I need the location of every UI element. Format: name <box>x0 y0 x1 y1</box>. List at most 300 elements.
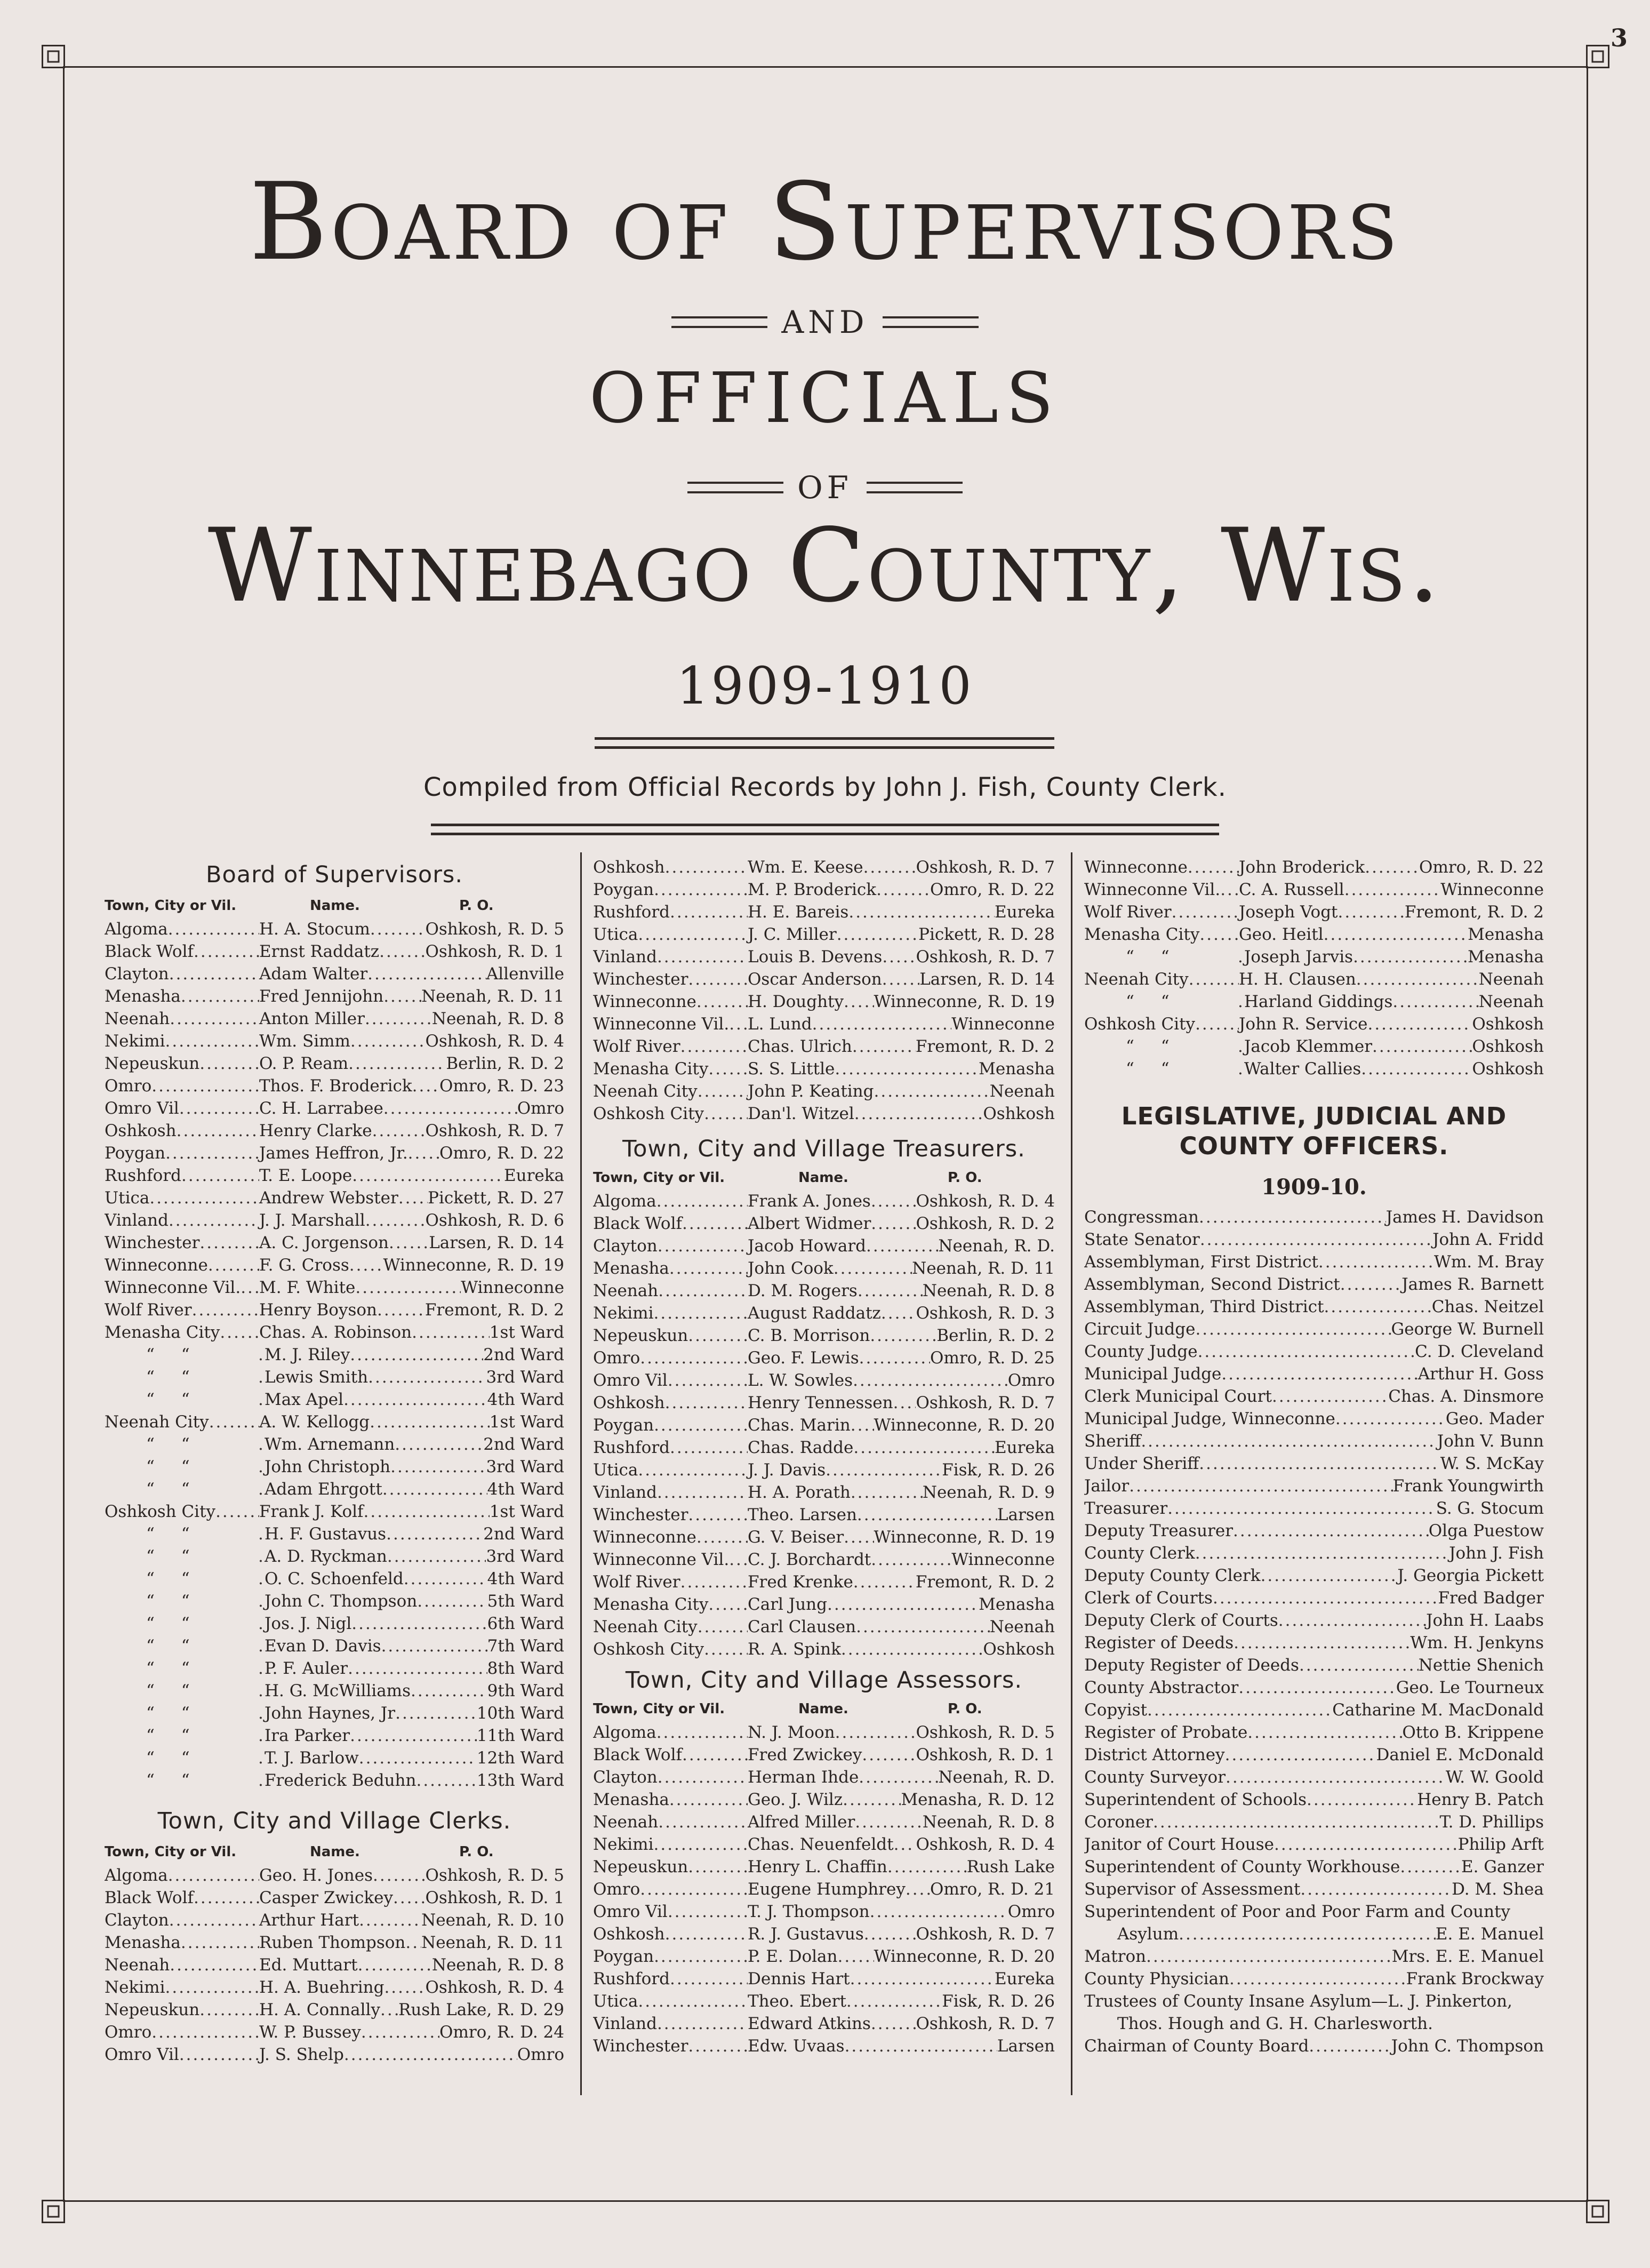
leader-dots <box>704 1103 748 1125</box>
person-name: Ed. Muttart <box>259 1955 358 1975</box>
town-name: Wolf River <box>593 1037 680 1056</box>
post-office: Omro <box>1007 1902 1055 1921</box>
leader-dots <box>241 1276 259 1299</box>
leader-dots <box>1238 991 1244 1013</box>
town-name: Winneconne Vil. <box>1084 880 1221 899</box>
post-office: 2nd Ward <box>483 1435 564 1454</box>
officers-heading-line2: COUNTY OFFICERS. <box>1179 1132 1449 1160</box>
leader-dots <box>411 1680 487 1702</box>
chairman-title: Chairman of County Board <box>1084 2037 1309 2056</box>
leader-dots <box>656 1721 748 1744</box>
list-row <box>105 1366 564 1388</box>
leader-dots <box>870 1900 1008 1923</box>
person-name: Andrew Webster <box>259 1188 398 1208</box>
leader-dots <box>638 1459 748 1481</box>
post-office: Oshkosh, R. D. 7 <box>916 1393 1055 1412</box>
leader-dots <box>841 1638 983 1660</box>
list-row <box>593 923 1055 946</box>
clerks-column-headers <box>105 1840 564 1864</box>
leader-dots <box>656 1190 748 1212</box>
post-office: Fremont, R. D. 2 <box>915 1037 1055 1056</box>
list-row <box>105 1769 564 1792</box>
person-name: Henry Clarke <box>259 1121 372 1140</box>
person-name: Geo. J. Wilz <box>748 1790 843 1809</box>
town-name: Winneconne <box>593 1528 696 1547</box>
leader-dots <box>658 1235 748 1257</box>
post-office: Winneconne <box>951 1015 1055 1034</box>
column-left <box>105 856 564 2066</box>
leader-dots <box>1220 879 1239 901</box>
town-name: Rushford <box>105 1166 181 1185</box>
list-row <box>1084 1676 1544 1699</box>
person-name: Jacob Klemmer <box>1244 1037 1373 1056</box>
post-office: Rush Lake, R. D. 29 <box>398 2000 564 2019</box>
office-title: Circuit Judge <box>1084 1320 1196 1339</box>
leader-dots <box>404 1568 487 1590</box>
leader-dots <box>837 923 918 946</box>
leader-dots <box>704 1638 748 1660</box>
leader-dots <box>417 1590 487 1612</box>
post-office: 2nd Ward <box>483 1524 564 1544</box>
leader-dots <box>151 2021 259 2043</box>
leader-dots <box>1299 1654 1419 1676</box>
list-row <box>593 1923 1055 1945</box>
leader-dots <box>856 1616 990 1638</box>
leader-dots <box>1338 901 1405 923</box>
leader-dots <box>377 1299 425 1321</box>
list-row <box>1084 1273 1544 1296</box>
leader-dots <box>1309 2035 1391 2057</box>
leader-dots <box>1353 946 1468 968</box>
list-row <box>1084 1228 1544 1251</box>
town-name: Nepeuskun <box>105 1054 200 1073</box>
post-office: Neenah, R. D. 8 <box>431 1009 564 1028</box>
leader-dots <box>151 1075 259 1097</box>
town-name: “ “ <box>146 1368 201 1387</box>
list-row <box>105 1344 564 1366</box>
town-name: Menasha City <box>593 1059 709 1079</box>
office-title: Deputy County Clerk <box>1084 1566 1261 1585</box>
person-name: Frank A. Jones <box>748 1192 871 1211</box>
leader-dots <box>258 1657 265 1680</box>
town-name: Winneconne <box>105 1256 208 1275</box>
leader-dots <box>881 1302 916 1324</box>
list-row <box>105 1724 564 1747</box>
post-office: Oshkosh, R. D. 6 <box>425 1211 564 1230</box>
officer-name: John V. Bunn <box>1437 1432 1544 1451</box>
officer-name: Otto B. Krippene <box>1402 1723 1544 1742</box>
list-row <box>1084 1878 1544 1900</box>
list-row <box>105 1999 564 2021</box>
officer-name: Geo. Le Tourneux <box>1396 1678 1544 1697</box>
leader-dots <box>1400 1856 1461 1878</box>
post-office: Berlin, R. D. 2 <box>936 1326 1055 1345</box>
person-name: Anton Miller <box>259 1009 365 1028</box>
leader-dots <box>858 1280 923 1302</box>
leader-dots <box>838 1945 874 1968</box>
list-row <box>593 1990 1055 2013</box>
leader-dots <box>680 1035 748 1058</box>
person-name: S. S. Little <box>748 1059 835 1079</box>
person-name: Ira Parker <box>265 1726 350 1745</box>
person-name: Walter Callies <box>1244 1059 1361 1079</box>
town-name: “ “ <box>146 1569 201 1588</box>
leader-dots <box>826 1459 942 1481</box>
leader-dots <box>168 1864 259 1887</box>
person-name: P. F. Auler <box>265 1659 348 1678</box>
post-office: Winneconne <box>461 1278 564 1297</box>
person-name: M. F. White <box>259 1278 356 1297</box>
officer-name: Olga Puestow <box>1428 1521 1544 1540</box>
officer-name: Geo. Mader <box>1445 1409 1544 1428</box>
leader-dots <box>258 1769 265 1792</box>
person-name: H. F. Gustavus <box>265 1524 387 1544</box>
list-row <box>105 1702 564 1724</box>
person-name: Fred Krenke <box>748 1572 853 1592</box>
office-title: District Attorney <box>1084 1745 1225 1764</box>
list-row <box>1084 1318 1544 1340</box>
person-name: H. A. Connally <box>259 2000 380 2019</box>
post-office: Omro, R. D. 22 <box>1419 858 1544 877</box>
leader-dots <box>844 991 874 1013</box>
person-name: T. J. Barlow <box>265 1748 359 1768</box>
list-row <box>105 1909 564 1931</box>
town-name: Clayton <box>593 1236 658 1256</box>
list-row <box>593 1811 1055 1833</box>
col-town-header: Town, City or Vil. <box>593 1701 725 1717</box>
leader-dots <box>844 1526 874 1548</box>
list-row <box>105 918 564 940</box>
leader-dots <box>870 1324 936 1347</box>
town-name: Vinland <box>593 947 657 967</box>
leader-dots <box>670 1968 748 1990</box>
post-office: Menasha <box>979 1595 1055 1614</box>
officer-name: E. Ganzer <box>1461 1857 1544 1876</box>
officer-name: J. Georgia Pickett <box>1397 1566 1544 1585</box>
person-name: Ernst Raddatz <box>259 942 380 961</box>
list-row <box>593 1593 1055 1616</box>
post-office: Neenah, R. D. <box>938 1768 1055 1787</box>
list-row <box>105 2043 564 2066</box>
post-office: 4th Ward <box>487 1390 564 1409</box>
leader-dots <box>846 1990 942 2013</box>
post-office: 1st Ward <box>489 1323 564 1342</box>
list-row <box>1084 1363 1544 1385</box>
post-office: Omro, R. D. 21 <box>930 1880 1055 1899</box>
town-name: Wolf River <box>593 1572 680 1592</box>
leader-dots <box>1365 856 1419 879</box>
person-name: O. P. Ream <box>259 1054 349 1073</box>
town-name: Omro <box>105 2023 152 2042</box>
person-name: Arthur Hart <box>259 1911 359 1930</box>
town-name: Neenah <box>105 1955 170 1975</box>
office-title: County Abstractor <box>1084 1678 1239 1697</box>
town-name: Winchester <box>105 1233 200 1252</box>
col-po-header: P. O. <box>948 1701 982 1717</box>
post-office: Oshkosh, R. D. 7 <box>916 858 1055 877</box>
list-row <box>105 1411 564 1433</box>
person-name: A. D. Ryckman <box>265 1547 387 1566</box>
town-name: “ “ <box>146 1457 201 1476</box>
post-office: Larsen, R. D. 14 <box>919 970 1055 989</box>
leader-dots <box>1199 1452 1440 1475</box>
person-name: Dan'l. Witzel <box>748 1104 854 1123</box>
list-row <box>593 1900 1055 1923</box>
leader-dots <box>384 1976 425 1999</box>
post-office: Oshkosh, R. D. 7 <box>425 1121 564 1140</box>
post-office: Winneconne, R. D. 20 <box>874 1416 1055 1435</box>
post-office: Oshkosh <box>1472 1037 1544 1056</box>
leader-dots <box>1274 1833 1458 1856</box>
leader-dots <box>835 1721 916 1744</box>
person-name: Edward Atkins <box>748 2014 871 2033</box>
post-office: Winneconne, R. D. 19 <box>874 992 1055 1011</box>
person-name: G. V. Beiser <box>748 1528 844 1547</box>
leader-dots <box>866 1235 938 1257</box>
supervisors-list <box>105 918 564 1792</box>
leader-dots <box>640 1878 748 1900</box>
town-name: Rushford <box>593 903 670 922</box>
leader-dots <box>258 1344 265 1366</box>
person-name: Frank J. Kolf <box>259 1502 364 1521</box>
page-number: 3 <box>1610 23 1628 52</box>
leader-dots <box>389 1232 429 1254</box>
list-row <box>593 1833 1055 1856</box>
post-office: 7th Ward <box>487 1636 564 1656</box>
town-name: Vinland <box>593 2014 657 2033</box>
leader-dots <box>379 940 425 963</box>
person-name: C. J. Borchardt <box>748 1550 871 1569</box>
list-row <box>1084 923 1544 946</box>
leader-dots <box>654 879 748 901</box>
office-title: Congressman <box>1084 1208 1199 1227</box>
leader-dots <box>416 1769 476 1792</box>
post-office: Oshkosh <box>1472 1015 1544 1034</box>
list-row <box>1084 1587 1544 1609</box>
office-title: County Surveyor <box>1084 1768 1226 1787</box>
officers-list <box>1084 1206 1544 1900</box>
list-row <box>1084 1542 1544 1564</box>
leader-dots <box>871 1548 951 1571</box>
leader-dots <box>853 1436 995 1459</box>
list-row <box>1084 1058 1544 1080</box>
town-name: Oshkosh <box>593 858 665 877</box>
leader-dots <box>412 1321 490 1344</box>
post-office: 13th Ward <box>476 1771 564 1790</box>
list-row <box>1084 991 1544 1013</box>
list-row <box>1084 1945 1544 1968</box>
person-name: Henry L. Chaffin <box>748 1857 887 1876</box>
post-office: Neenah, R. D. 8 <box>922 1281 1055 1300</box>
leader-dots <box>199 1232 259 1254</box>
leader-dots <box>708 1593 748 1616</box>
list-row <box>593 1945 1055 1968</box>
town-name: Omro Vil <box>593 1371 668 1390</box>
leader-dots <box>352 1164 504 1187</box>
post-office: Omro <box>517 2045 564 2064</box>
person-name: Herman Ihde <box>748 1768 859 1787</box>
list-row <box>105 1931 564 1954</box>
person-name: J. J. Davis <box>748 1460 826 1480</box>
list-row <box>593 1190 1055 1212</box>
list-row <box>105 1142 564 1164</box>
post-office: Menasha <box>1468 947 1544 967</box>
office-title: State Senator <box>1084 1230 1200 1249</box>
title-officials: OFFICIALS <box>589 357 1061 438</box>
office-title: Deputy Treasurer <box>1084 1521 1234 1540</box>
post-office: Oshkosh, R. D. 4 <box>916 1192 1055 1211</box>
leader-dots <box>194 1887 259 1909</box>
post-office: Larsen <box>997 1505 1055 1524</box>
leader-dots <box>1200 1228 1432 1251</box>
list-row <box>1084 968 1544 991</box>
list-row <box>105 1680 564 1702</box>
officer-name: George W. Burnell <box>1391 1320 1544 1339</box>
person-name: M. P. Broderick <box>748 880 877 899</box>
list-row <box>593 991 1055 1013</box>
officer-name: C. D. Cleveland <box>1415 1342 1544 1361</box>
rule-left <box>687 482 783 493</box>
post-office: Omro, R. D. 22 <box>930 880 1055 899</box>
poor-farm-row <box>1084 1923 1544 1945</box>
town-name: Omro Vil <box>593 1902 668 1921</box>
post-office: Fremont, R. D. 2 <box>915 1572 1055 1592</box>
list-row <box>1084 1251 1544 1273</box>
post-office: Oshkosh, R. D. 3 <box>916 1304 1055 1323</box>
officer-name: Arthur H. Goss <box>1417 1364 1544 1384</box>
leader-dots <box>370 1411 490 1433</box>
title-years: 1909-1910 <box>676 656 974 716</box>
post-office: 6th Ward <box>487 1614 564 1633</box>
leader-dots <box>258 1590 265 1612</box>
leader-dots <box>387 1545 486 1568</box>
list-row <box>593 1526 1055 1548</box>
leader-dots <box>381 1635 487 1657</box>
office-title: County Physician <box>1084 1969 1230 1989</box>
town-name: Oshkosh City <box>593 1640 704 1659</box>
office-title: Assemblyman, Second District <box>1084 1275 1340 1294</box>
person-name: James Heffron, Jr. <box>259 1144 408 1163</box>
officer-name: James R. Barnett <box>1401 1275 1544 1294</box>
post-office: Oshkosh <box>983 1640 1055 1659</box>
person-name: L. W. Sowles <box>748 1371 853 1390</box>
leader-dots <box>199 1052 259 1075</box>
leader-dots <box>348 1052 446 1075</box>
town-name: Utica <box>593 925 638 944</box>
town-name: Omro <box>105 1076 152 1096</box>
col-town-header: Town, City or Vil. <box>105 898 237 914</box>
leader-dots <box>395 1433 483 1456</box>
leader-dots <box>380 1999 398 2021</box>
list-row <box>1084 946 1544 968</box>
list-row <box>593 1035 1055 1058</box>
list-row <box>593 1280 1055 1302</box>
leader-dots <box>688 1324 748 1347</box>
person-name: C. B. Morrison <box>748 1326 870 1345</box>
list-row <box>593 1481 1055 1504</box>
town-name: Black Wolf <box>105 1888 194 1907</box>
leader-dots <box>1335 1408 1446 1430</box>
list-row <box>593 1744 1055 1766</box>
post-office: Oshkosh, R. D. 1 <box>425 1888 564 1907</box>
post-office: 9th Ward <box>487 1681 564 1700</box>
town-name: Oshkosh City <box>105 1502 216 1521</box>
person-name: Jos. J. Nigl <box>265 1614 352 1633</box>
leader-dots <box>220 1321 259 1344</box>
town-name: “ “ <box>146 1547 201 1566</box>
rule-right <box>883 316 979 328</box>
person-name: Evan D. Davis <box>265 1636 381 1656</box>
town-name: Wolf River <box>105 1300 192 1320</box>
person-name: Alfred Miller <box>748 1812 855 1832</box>
leader-dots <box>215 1500 259 1523</box>
person-name: John C. Thompson <box>265 1592 418 1611</box>
leader-dots <box>1324 1296 1432 1318</box>
leader-dots <box>350 1724 477 1747</box>
leader-dots <box>665 1923 748 1945</box>
person-name: N. J. Moon <box>748 1723 835 1742</box>
person-name: R. A. Spink <box>748 1640 841 1659</box>
post-office: Oshkosh, R. D. 5 <box>916 1723 1055 1742</box>
person-name: T. J. Thompson <box>748 1902 870 1921</box>
list-row <box>593 1571 1055 1593</box>
person-name: Wm. E. Keese <box>748 858 863 877</box>
person-name: Max Apel <box>265 1390 344 1409</box>
leader-dots <box>370 918 426 940</box>
office-title: Municipal Judge, Winneconne <box>1084 1409 1335 1428</box>
town-name: Black Wolf <box>593 1214 682 1233</box>
treasurers-list <box>593 1190 1055 1660</box>
leader-dots <box>359 1909 421 1931</box>
leader-dots <box>871 1190 916 1212</box>
post-office: Rush Lake <box>966 1857 1055 1876</box>
rule-left <box>671 316 767 328</box>
leader-dots <box>359 1747 477 1769</box>
town-name: Rushford <box>593 1969 670 1989</box>
post-office: 5th Ward <box>487 1592 564 1611</box>
double-rule <box>431 824 1219 835</box>
post-office: Berlin, R. D. 2 <box>446 1054 564 1073</box>
officer-name: John H. Laabs <box>1426 1611 1544 1630</box>
office-title: Deputy Register of Deeds <box>1084 1656 1299 1675</box>
list-row <box>1084 856 1544 879</box>
town-name: “ “ <box>1126 992 1180 1011</box>
list-row <box>593 1103 1055 1125</box>
leader-dots <box>258 1433 265 1456</box>
leader-dots <box>882 968 919 991</box>
leader-dots <box>258 1568 265 1590</box>
person-name: Casper Zwickey <box>259 1888 393 1907</box>
town-name: “ “ <box>146 1681 201 1700</box>
leader-dots <box>854 1103 983 1125</box>
person-name: H. Doughty <box>748 992 844 1011</box>
leader-dots <box>657 1481 748 1504</box>
office-title: Register of Probate <box>1084 1723 1248 1742</box>
leader-dots <box>1199 923 1239 946</box>
officer-name: John A. Fridd <box>1432 1230 1544 1249</box>
leader-dots <box>1247 1721 1402 1744</box>
leader-dots <box>1153 1811 1439 1833</box>
leader-dots <box>258 1456 265 1478</box>
town-name: Oshkosh <box>593 1393 665 1412</box>
leader-dots <box>355 1276 461 1299</box>
leader-dots <box>1225 1744 1376 1766</box>
leader-dots <box>665 1392 748 1414</box>
leader-dots <box>1234 1632 1410 1654</box>
leader-dots <box>393 1887 425 1909</box>
town-name: Algoma <box>105 920 168 939</box>
leader-dots <box>1238 946 1244 968</box>
